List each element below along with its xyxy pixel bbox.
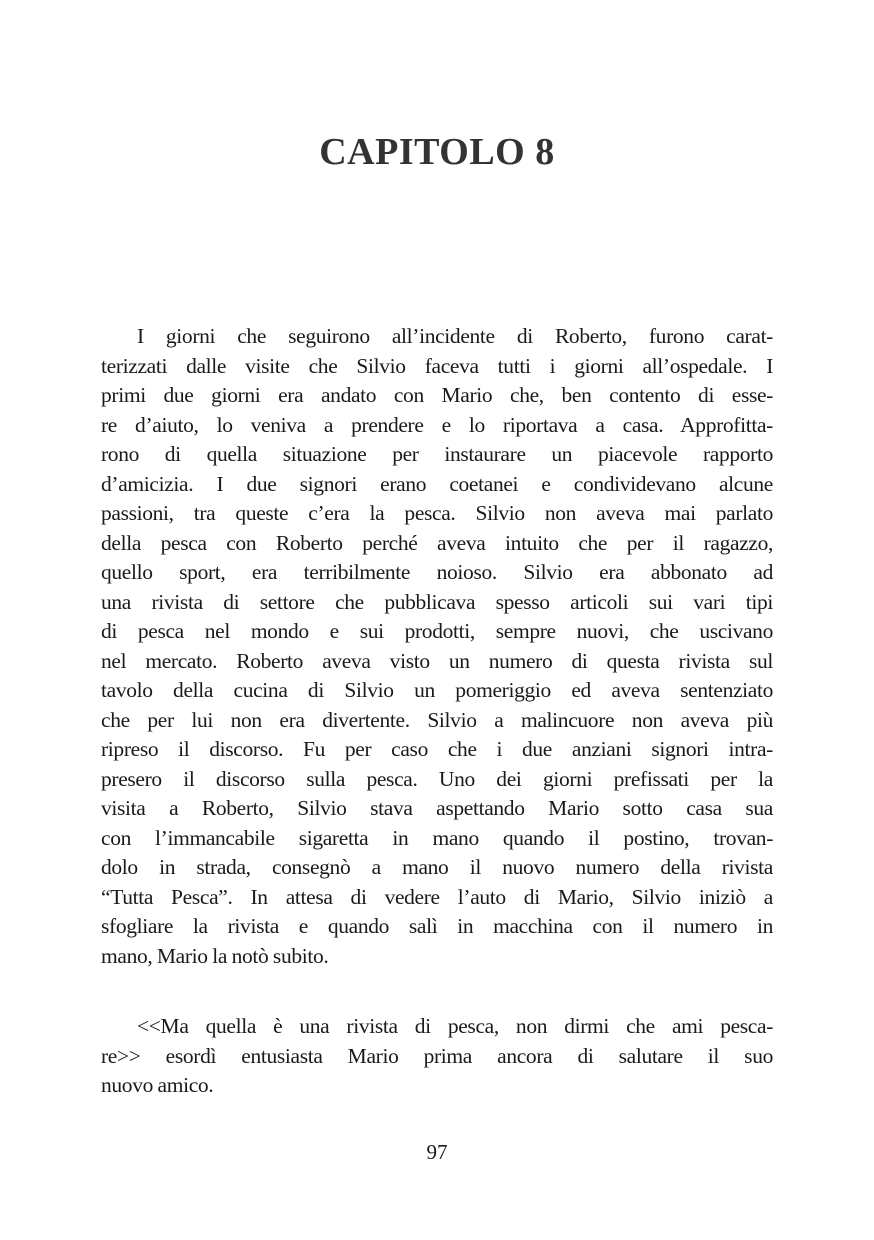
text-line: ripreso il discorso. Fu per caso che i due anziani signori intra- xyxy=(101,737,773,761)
text-line: tavolo della cucina di Silvio un pomeriggio ed aveva sentenziato xyxy=(101,678,773,702)
chapter-title: CAPITOLO 8 xyxy=(319,131,555,173)
text-line: con l’immancabile sigaretta in mano quando il postino, trovan- xyxy=(101,825,773,850)
page-number: 97 xyxy=(426,1140,448,1164)
text-line: quello sport, era terribilmente noioso. Silvio era abbonato ad xyxy=(101,560,773,584)
text-line: una rivista di settore che pubblicava spesso articoli sui vari tipi xyxy=(101,589,773,614)
paragraph-2 xyxy=(101,1012,773,1101)
text-line: d’amicizia. I due signori erano coetanei e condividevano alcune xyxy=(101,471,773,496)
paragraph-1 xyxy=(101,322,773,971)
text-line: sfogliare la rivista e quando salì in macchina con il numero in xyxy=(101,914,773,938)
text-line: mano, Mario la notò subito. xyxy=(101,943,329,968)
text-line: che per lui non era divertente. Silvio a malincuore non aveva più xyxy=(101,707,773,732)
text-line: re d’aiuto, lo veniva a prendere e lo riportava a casa. Approfitta- xyxy=(101,412,773,437)
text-line: dolo in strada, consegnò a mano il nuovo numero della rivista xyxy=(101,855,773,879)
text-line: di pesca nel mondo e sui prodotti, sempre nuovi, che uscivano xyxy=(101,619,773,643)
text-line: nel mercato. Roberto aveva visto un numero di questa rivista sul xyxy=(101,648,773,673)
text-line: della pesca con Roberto perché aveva intuito che per il ragazzo, xyxy=(101,530,773,555)
text-line: I giorni che seguirono all’incidente di Roberto, furono carat- xyxy=(137,324,773,348)
text-line: primi due giorni era andato con Mario che, ben contento di esse- xyxy=(101,383,773,407)
text-line: visita a Roberto, Silvio stava aspettando Mario sotto casa sua xyxy=(101,796,773,820)
text-line: presero il discorso sulla pesca. Uno dei giorni prefissati per la xyxy=(101,766,773,791)
text-line: re>> esordì entusiasta Mario prima ancora di salutare il suo xyxy=(101,1043,773,1068)
text-line: passioni, tra queste c’era la pesca. Silvio non aveva mai parlato xyxy=(101,501,773,525)
text-line: <<Ma quella è una rivista di pesca, non dirmi che ami pesca- xyxy=(137,1014,773,1038)
text-line: rono di quella situazione per instaurare un piacevole rapporto xyxy=(101,442,773,466)
text-line: terizzati dalle visite che Silvio faceva tutti i giorni all’ospedale. I xyxy=(101,353,773,378)
text-line: nuovo amico. xyxy=(101,1073,214,1097)
text-line: “Tutta Pesca”. In attesa di vedere l’auto di Mario, Silvio iniziò a xyxy=(101,884,773,909)
